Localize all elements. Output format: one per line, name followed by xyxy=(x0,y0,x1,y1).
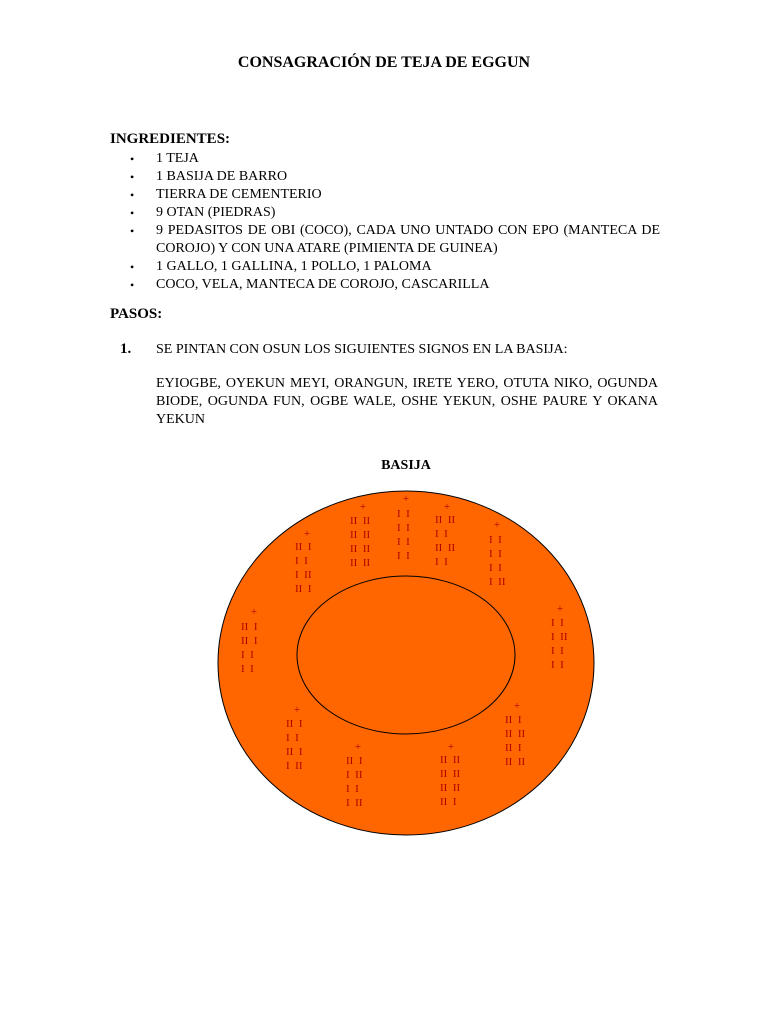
bullet-icon: • xyxy=(130,152,135,166)
ingredient-text: 9 PEDASITOS DE OBI (COCO), CADA UNO UNTADO CON EPO (MANTECA DE COROJO) Y CON UNA ATARE (PIMIENTA DE GUINEA) xyxy=(156,223,660,256)
sign-row: II II xyxy=(435,514,456,526)
sign-row: II II xyxy=(350,557,371,569)
sign-row: I I xyxy=(295,555,308,567)
ingredient-text: 9 OTAN (PIEDRAS) xyxy=(156,205,276,220)
sign-row: I I xyxy=(397,522,410,534)
step-number: 1. xyxy=(120,341,132,357)
sign-row: II II xyxy=(350,529,371,541)
ingredient-text: 1 TEJA xyxy=(156,151,199,166)
bullet-icon: • xyxy=(130,206,135,220)
sign-row: II I xyxy=(440,796,457,808)
bullet-icon: • xyxy=(130,188,135,202)
ingredient-text: COCO, VELA, MANTECA DE COROJO, CASCARILLA xyxy=(156,277,490,292)
plus-mark: + xyxy=(513,700,521,712)
sign-row: II II xyxy=(505,728,526,740)
sign-row: II II xyxy=(505,756,526,768)
sign-row: I I xyxy=(435,556,448,568)
sign-row: II I xyxy=(295,583,312,595)
basin-inner-ellipse xyxy=(297,576,515,734)
sign-row: II I xyxy=(241,621,258,633)
sign-row: I II xyxy=(346,769,363,781)
sign-row: I II xyxy=(295,569,312,581)
sign-row: I I xyxy=(397,550,410,562)
sign-row: II I xyxy=(346,755,363,767)
sign-row: II II xyxy=(440,754,461,766)
ingredient-text: TIERRA DE CEMENTERIO xyxy=(156,187,322,202)
plus-mark: + xyxy=(359,501,367,513)
sign-row: I I xyxy=(397,536,410,548)
plus-mark: + xyxy=(493,519,501,531)
ingredients-heading: INGREDIENTES: xyxy=(110,131,231,147)
sign-row: I I xyxy=(286,732,299,744)
sign-row: II I xyxy=(286,746,303,758)
sign-row: II II xyxy=(350,515,371,527)
sign-row: II I xyxy=(241,635,258,647)
sign-row: I I xyxy=(241,649,254,661)
sign-row: II I xyxy=(295,541,312,553)
sign-row: I I xyxy=(489,548,502,560)
sign-row: I I xyxy=(551,617,564,629)
sign-row: I II xyxy=(551,631,568,643)
bullet-icon: • xyxy=(130,260,135,274)
plus-mark: + xyxy=(556,603,564,615)
sign-row: I I xyxy=(397,508,410,520)
sign-row: II II xyxy=(350,543,371,555)
plus-mark: + xyxy=(354,741,362,753)
sign-row: I II xyxy=(489,576,506,588)
plus-mark: + xyxy=(402,493,410,505)
sign-row: II II xyxy=(440,768,461,780)
sign-row: I I xyxy=(435,528,448,540)
bullet-icon: • xyxy=(130,278,135,292)
sign-row: I I xyxy=(551,659,564,671)
plus-mark: + xyxy=(293,704,301,716)
sign-row: I I xyxy=(346,783,359,795)
step-text: SE PINTAN CON OSUN LOS SIGUIENTES SIGNOS EN LA BASIJA: xyxy=(156,342,568,357)
diagram-title: BASIJA xyxy=(381,458,431,473)
page-title: CONSAGRACIÓN DE TEJA DE EGGUN xyxy=(237,54,531,71)
sign-row: II I xyxy=(505,742,522,754)
plus-mark: + xyxy=(443,501,451,513)
steps-heading: PASOS: xyxy=(110,306,163,322)
plus-mark: + xyxy=(250,606,258,618)
plus-mark: + xyxy=(303,528,311,540)
bullet-icon: • xyxy=(130,224,135,238)
sign-row: II I xyxy=(505,714,522,726)
sign-row: I II xyxy=(346,797,363,809)
sign-row: II II xyxy=(435,542,456,554)
bullet-icon: • xyxy=(130,170,135,184)
ingredient-text: 1 BASIJA DE BARRO xyxy=(156,169,288,184)
ingredient-text: 1 GALLO, 1 GALLINA, 1 POLLO, 1 PALOMA xyxy=(156,259,432,274)
sign-row: I I xyxy=(551,645,564,657)
sign-row: I I xyxy=(489,534,502,546)
signs-paragraph: EYIOGBE, OYEKUN MEYI, ORANGUN, IRETE YERO, OTUTA NIKO, OGUNDA BIODE, OGUNDA FUN, OGBE WALE, OSHE YEKUN, OSHE PAURE Y OKANA YEKUN xyxy=(156,376,658,427)
sign-row: I I xyxy=(241,663,254,675)
plus-mark: + xyxy=(447,741,455,753)
sign-row: I I xyxy=(489,562,502,574)
sign-row: I II xyxy=(286,760,303,772)
sign-row: II II xyxy=(440,782,461,794)
sign-row: II I xyxy=(286,718,303,730)
